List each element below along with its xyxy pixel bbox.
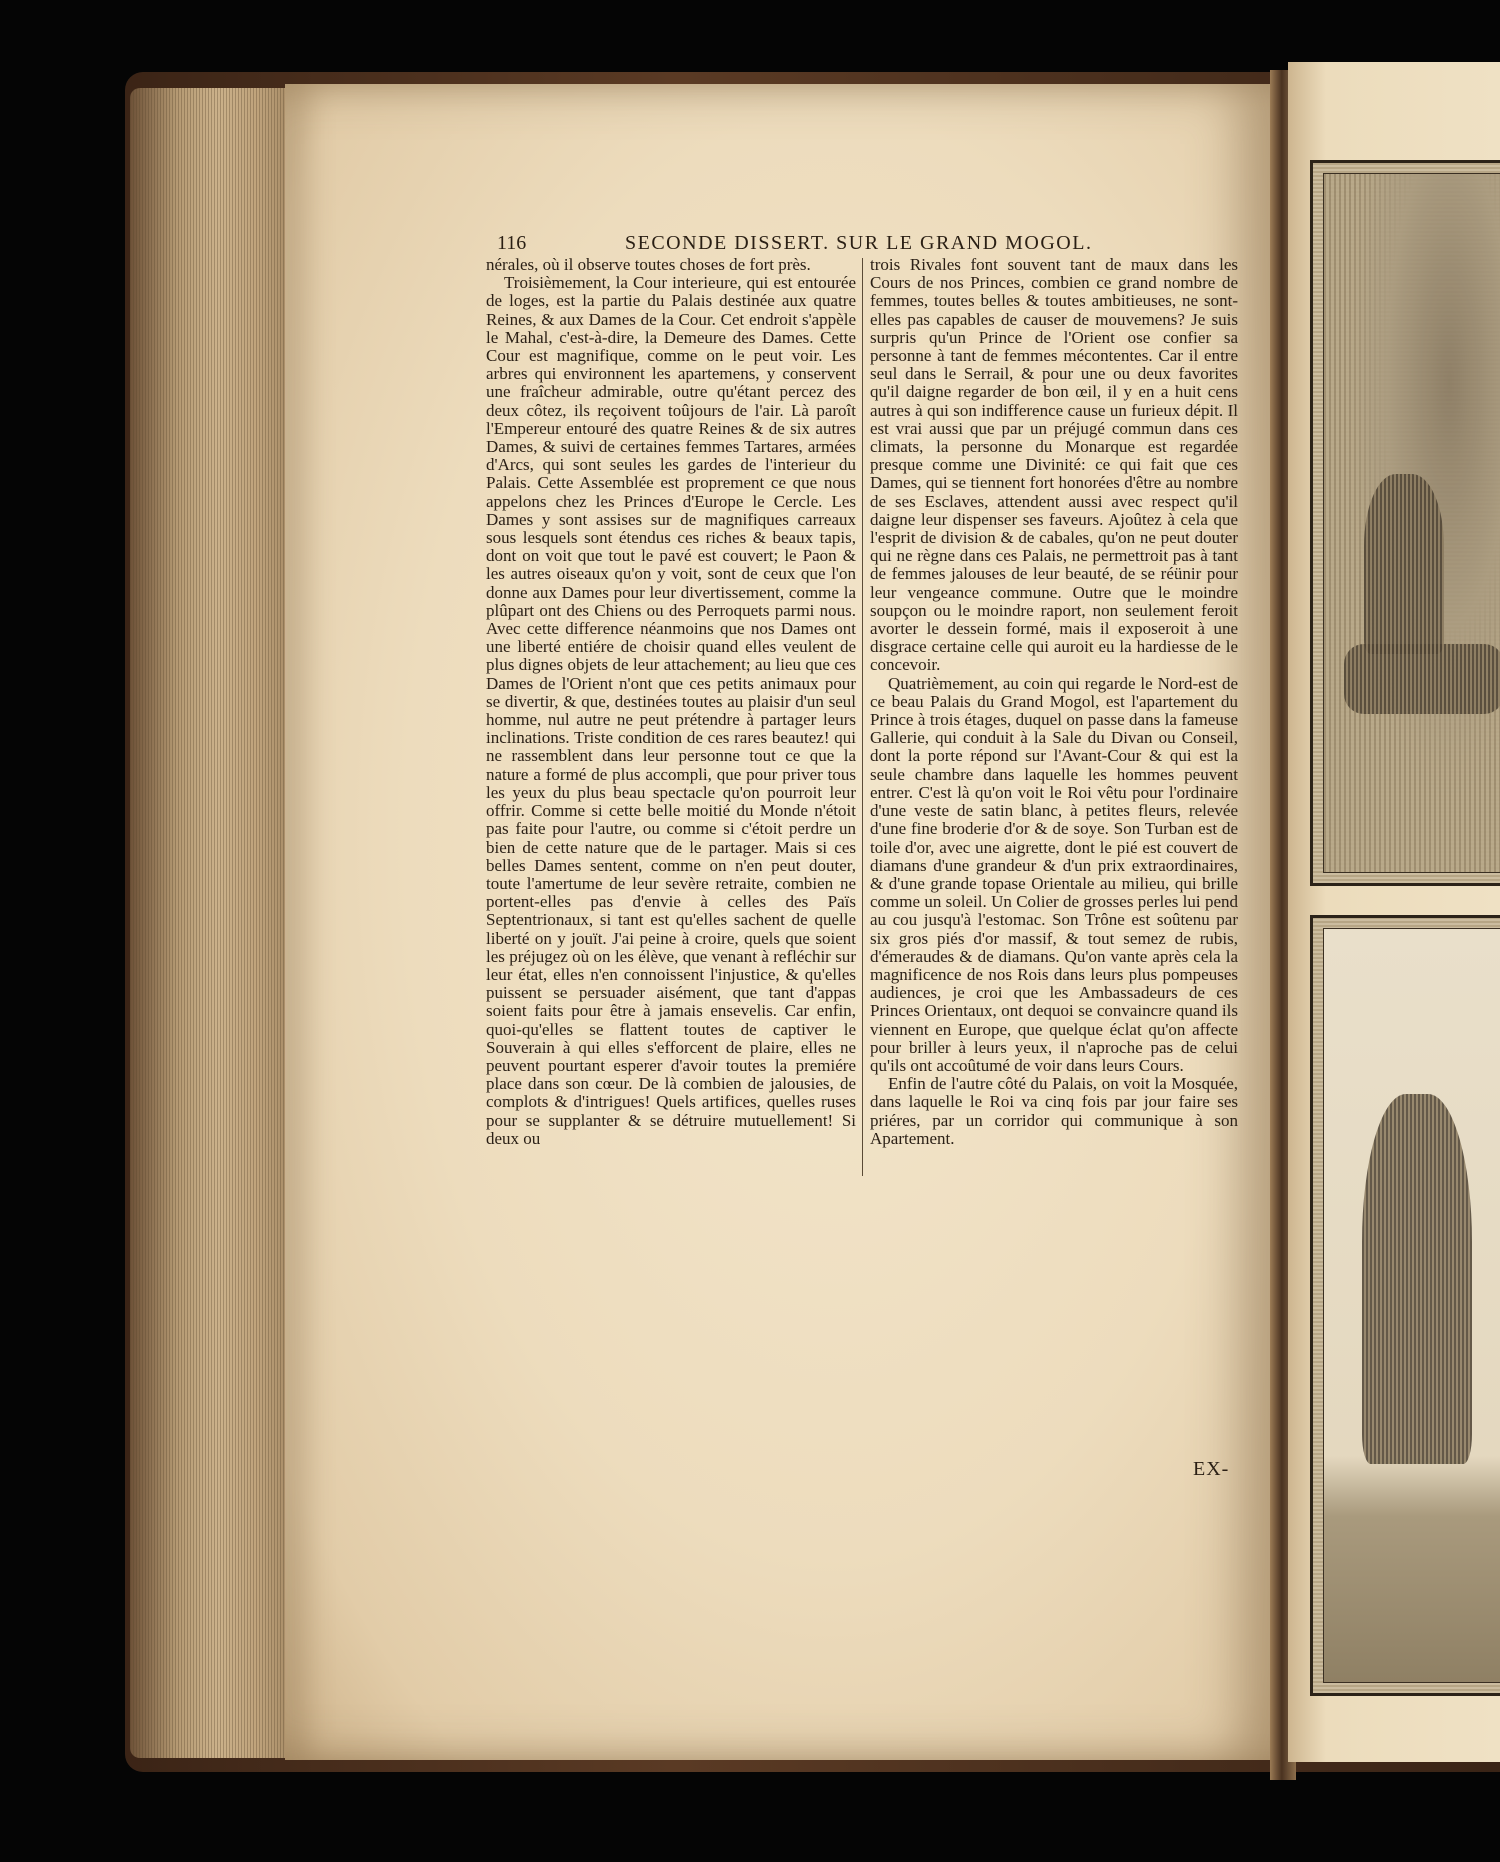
page-block-edge — [130, 88, 288, 1758]
catchword: EX- — [1193, 1458, 1230, 1480]
engraving-plate-top — [1310, 160, 1500, 886]
standing-figure-icon — [1362, 1094, 1472, 1464]
paragraph: Quatrièmement, au coin qui regarde le Nord-est de ce beau Palais du Grand Mogol, est l'apartement du Prince à trois étages, duquel on passe dans la fameuse Gallerie, qui conduit à la Sale du Divan ou Conseil, dont la porte répond sur l'Avant-Cour & qui est la seule chambre dans laquelle les hommes peuvent entrer. C'est là qu'on voit le Roi vêtu pour l'ordinaire d'une veste de satin blanc, à petites fleurs, relevée d'une fine broderie d'or & de soye. Son Turban est de toile d'or, avec une aigrette, dont le pié est couvert de diamans d'une grandeur & d'un prix extraordinaires, & d'une grande topase Orientale au milieu, qui brille comme un soleil. Un Colier de grosses perles lui pend au cou jusqu'à l'estomac. Son Trône est soûtenu par six gros piés d'or massif, & tout semez de rubis, d'émeraudes & de diamans. Qu'on vante après cela la magnificence de nos Rois dans leurs plus pompeuses audiences, je croi que les Ambassadeurs de ces Princes Orientaux, ont dequoi se convaincre quand ils viennent en Europe, que quelque éclat qu'on affecte pour briller à leurs yeux, il n'aproche pas de celui qu'ils ont accoûtumé de voir dans leurs Cours. — [870, 673, 1238, 1075]
text-column-left — [486, 256, 856, 1148]
page-number: 116 — [497, 232, 527, 254]
running-title: SECONDE DISSERT. SUR LE GRAND MOGOL. — [625, 232, 1093, 254]
paragraph: Troisièmement, la Cour interieure, qui est entourée de loges, est la partie du Palais destinée aux quatre Reines, & aux Dames de la Cour. Cet endroit s'appèle le Mahal, c'est-à-dire, la Demeure des Dames. Cette Cour est magnifique, comme on le peut voir. Les arbres qui environnent les apartemens, y conservent une fraîcheur admirable, outre qu'étant percez des deux côtez, ils reçoivent toûjours de l'air. Là paroît l'Empereur entouré des quatre Reines & de six autres Dames, & suivi de certaines femmes Tartares, armées d'Arcs, qui sont seules les gardes de l'interieur du Palais. Cette Assemblée est proprement ce que nous appelons chez les Princes d'Europe le Cercle. Les Dames y sont assises sur de magnifiques carreaux sous lesquels sont étendus ces riches & beaux tapis, dont on voit que tout le pavé est couvert; le Paon & les autres oiseaux qu'on y voit, sont de ceux que l'on donne aux Dames pour leur divertissement, comme la plûpart ont des Chiens ou des Perroquets parmi nous. Avec cette difference néanmoins que nos Dames ont une liberté entiére de choisir quand elles veulent de plus dignes objets de leur attachement; au lieu que ces Dames de l'Orient n'ont que ces petits animaux pour se divertir, & que, destinées toutes au plaisir d'un seul homme, nul autre ne peut prétendre à partager leurs inclinations. Triste condition de ces rares beautez! qui ne rassemblent dans leur personne tout ce que la nature a formé de plus accompli, que pour priver tous les yeux du plus beau spectacle qu'on pourroit leur offrir. Comme si cette belle moitié du Monde n'étoit pas faite pour l'autre, ou comme si c'étoit perdre un bien de cette nature que de le partager. Mais si ces belles Dames sentent, comme on n'en peut douter, toute l'amertume de leur sevère retraite, combien ne portent-elles pas d'envie à celles des Païs Septentrionaux, si tant est qu'elles sachent de quelle liberté on y jouït. J'ai peine à croire, quels que soient les préjugez où on les élève, que venant à refléchir sur leur état, elles n'en connoissent l'injustice, & qu'elles puissent se persuader aisément, que tant d'appas soient faits pour être à jamais ensevelis. Car enfin, quoi-qu'elles se flattent toutes de captiver le Souverain à qui elles s'efforcent de plaire, elles ne peuvent pourtant esperer d'avoir toutes la premiére place dans son cœur. De là combien de jalousies, de complots & d'intrigues! Quels artifices, quelles ruses pour se supplanter & se détruire mutuellement! Si deux ou — [486, 273, 856, 1148]
column-divider — [862, 258, 863, 1176]
seated-figure-icon — [1364, 474, 1444, 654]
text-column-right — [870, 256, 1238, 1148]
engraving-plate-bottom — [1310, 915, 1500, 1696]
carpet-cushion-icon — [1344, 644, 1500, 714]
paragraph: nérales, où il observe toutes choses de fort près. — [486, 255, 811, 274]
paragraph: Enfin de l'autre côté du Palais, on voit la Mosquée, dans laquelle le Roi va cinq fois par jour faire ses priéres, par un corridor qui communique à son Apartement. — [870, 1074, 1238, 1148]
paragraph: trois Rivales font souvent tant de maux dans les Cours de nos Princes, combien ce grand nombre de femmes, toutes belles & toutes ambitieuses, ne sont-elles pas capables de causer de mouvemens? Je suis surpris qu'un Prince de l'Orient ose confier sa personne à tant de femmes mécontentes. Car il entre seul dans le Serrail, & pour une ou deux favorites qu'il daigne regarder de bon œil, il y en a huit cens autres à qui son indifference cause un furieux dépit. Il est vrai aussi que par un préjugé commun dans ces climats, la personne du Monarque est regardée presque comme une Divinité: ce qui fait que ces Dames, qui se tiennent fort honorées d'être au nombre de ses Esclaves, attendent aussi avec respect qu'il daigne leur dispenser ses faveurs. Ajoûtez à cela que l'esprit de division & de cabales, qu'on ne peut douter qui ne règne dans ces Palais, ne permettroit pas à tant de femmes jalouses de leur beauté, de se réünir pour leur vengeance commune. Outre que le moindre soupçon ou le moindre raport, non seulement feroit avorter le dessein formé, mais il exposeroit à une disgrace certaine celle qui auroit eu la hardiesse de le concevoir. — [870, 255, 1238, 675]
